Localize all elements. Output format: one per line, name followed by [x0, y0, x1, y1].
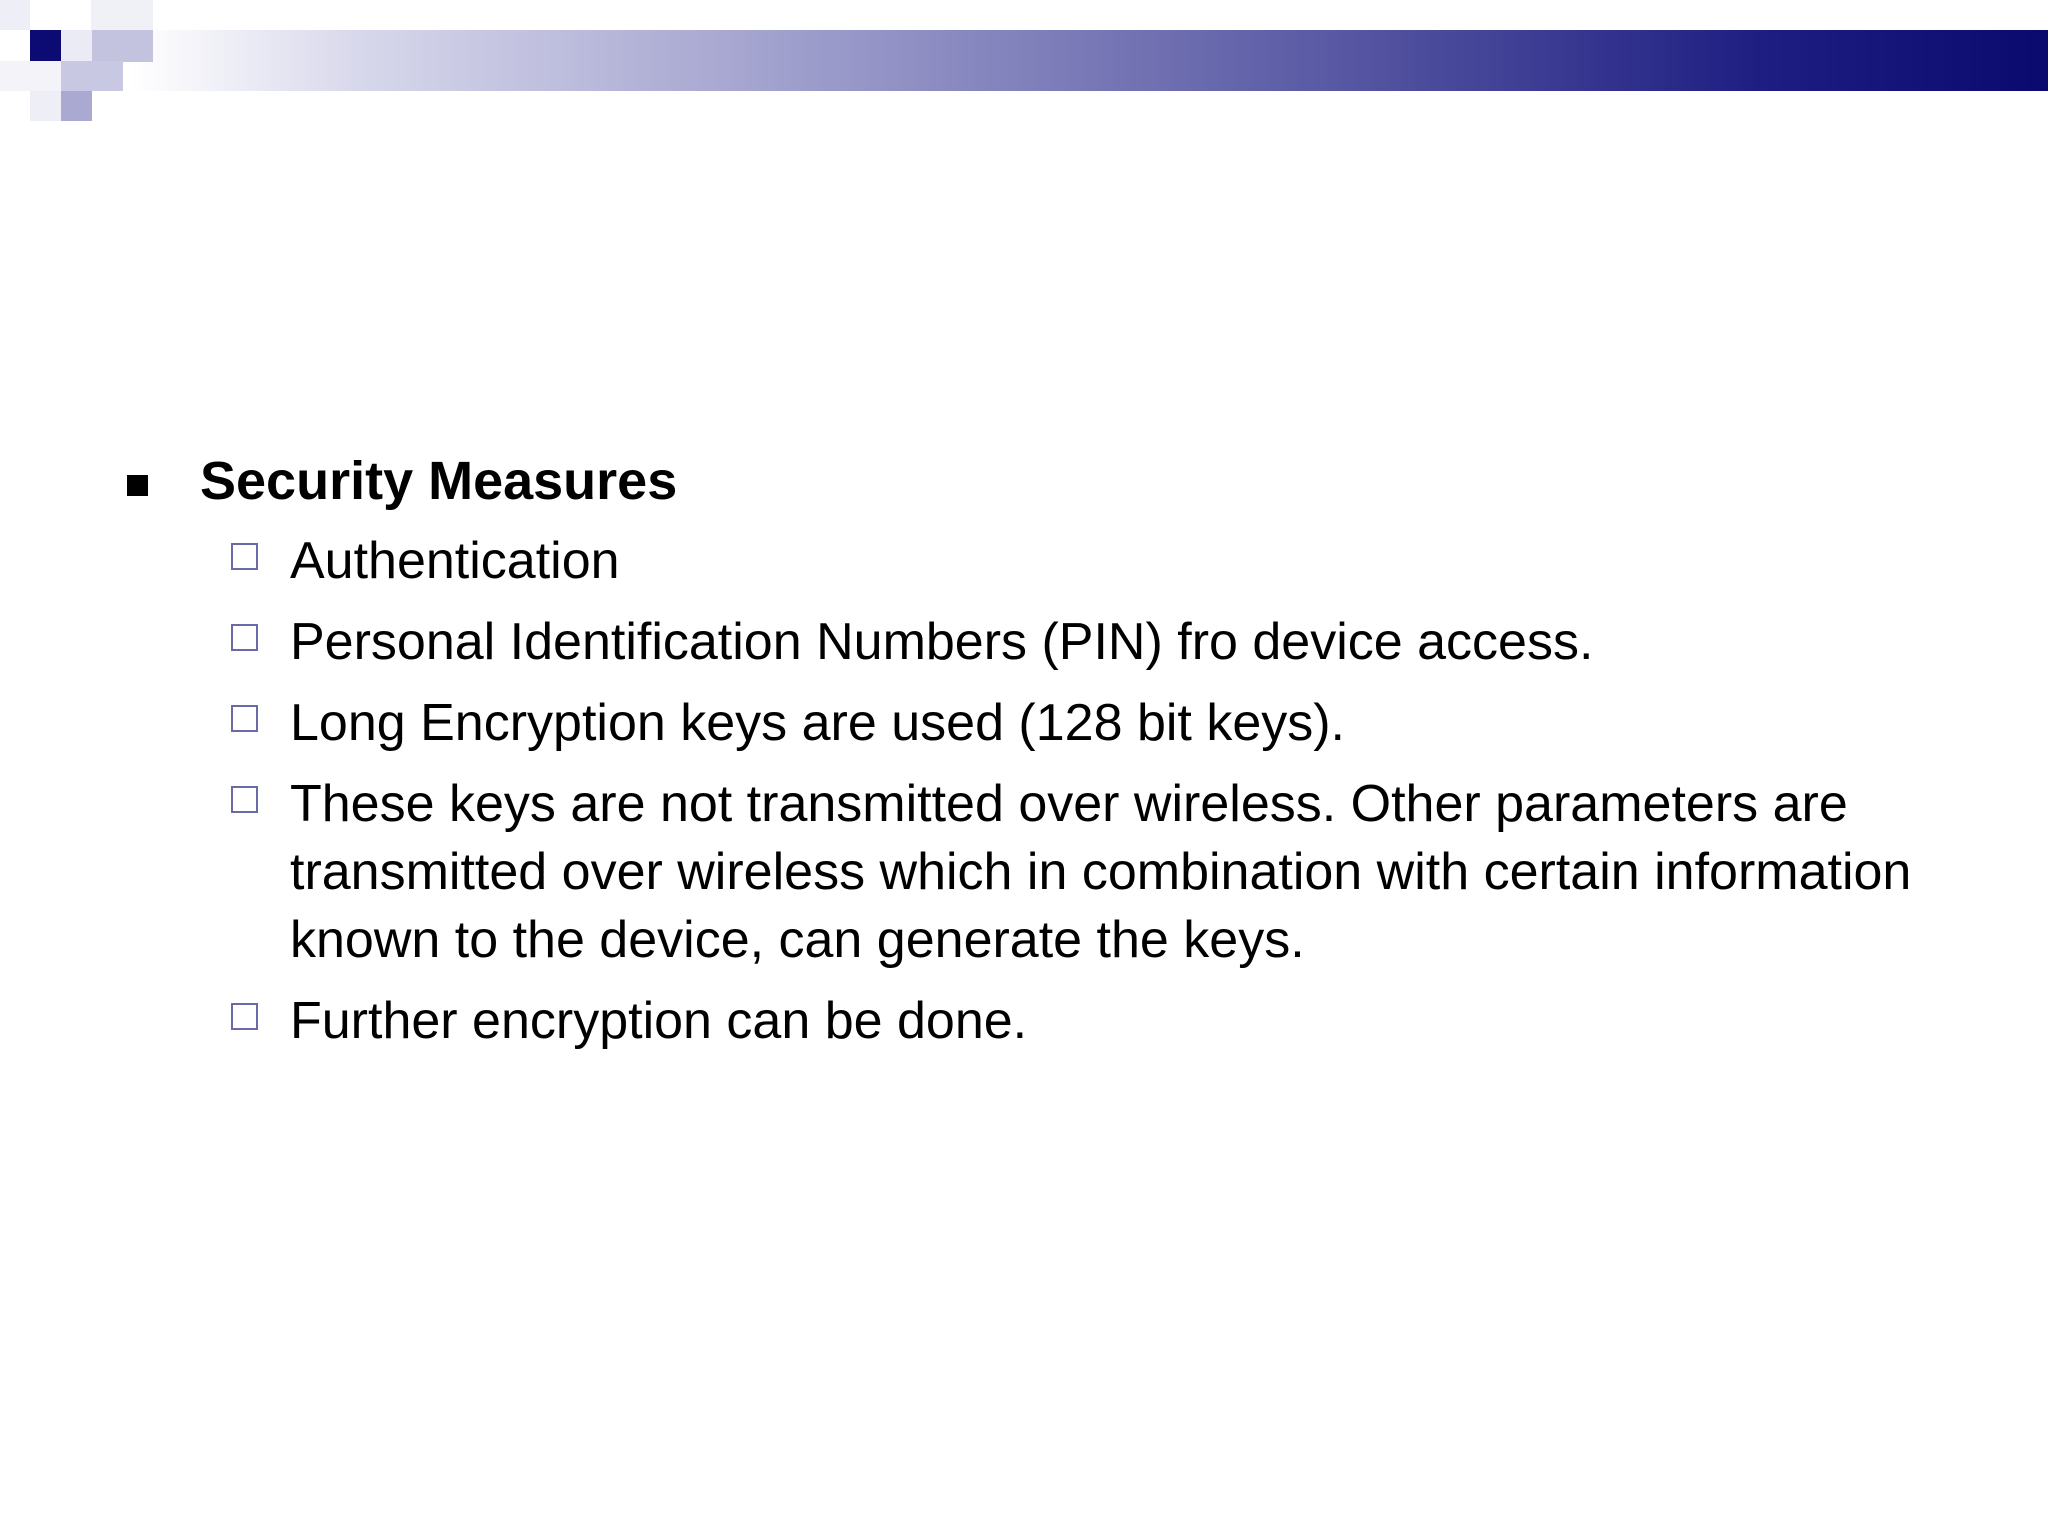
list-item — [0, 689, 2048, 757]
bullet-level1 — [0, 451, 2048, 527]
list-item-text: Long Encryption keys are used (128 bit keys). — [290, 694, 1346, 752]
list-item — [0, 987, 2048, 1055]
list-item-text: These keys are not transmitted over wireless. Other parameters are transmitted over wireless which in combination with certain information known to the device, can generate the keys. — [290, 775, 1912, 969]
list-item — [0, 770, 2048, 974]
list-item — [0, 608, 2048, 676]
bullet-list — [0, 527, 2048, 1055]
decor-square-dark — [30, 30, 61, 61]
decor-square — [91, 0, 153, 30]
decor-square — [30, 91, 61, 121]
list-item-text: Further encryption can be done. — [290, 992, 1028, 1050]
decor-square — [91, 30, 153, 62]
hollow-square-bullet-icon — [231, 786, 258, 813]
hollow-square-bullet-icon — [231, 543, 258, 570]
list-item-text: Authentication — [290, 532, 620, 590]
header-gradient-band — [132, 30, 2048, 91]
decor-square — [61, 91, 92, 121]
hollow-square-bullet-icon — [231, 1003, 258, 1030]
hollow-square-bullet-icon — [231, 705, 258, 732]
decor-square — [0, 61, 62, 91]
list-item-text: Personal Identification Numbers (PIN) fro device access. — [290, 613, 1594, 671]
decor-square — [0, 0, 30, 30]
section-heading: Security Measures — [200, 451, 678, 511]
hollow-square-bullet-icon — [231, 624, 258, 651]
list-item — [0, 527, 2048, 595]
filled-square-bullet-icon — [127, 475, 148, 496]
slide-body — [0, 451, 2048, 1068]
decor-square — [61, 61, 123, 91]
decor-square — [61, 30, 92, 61]
